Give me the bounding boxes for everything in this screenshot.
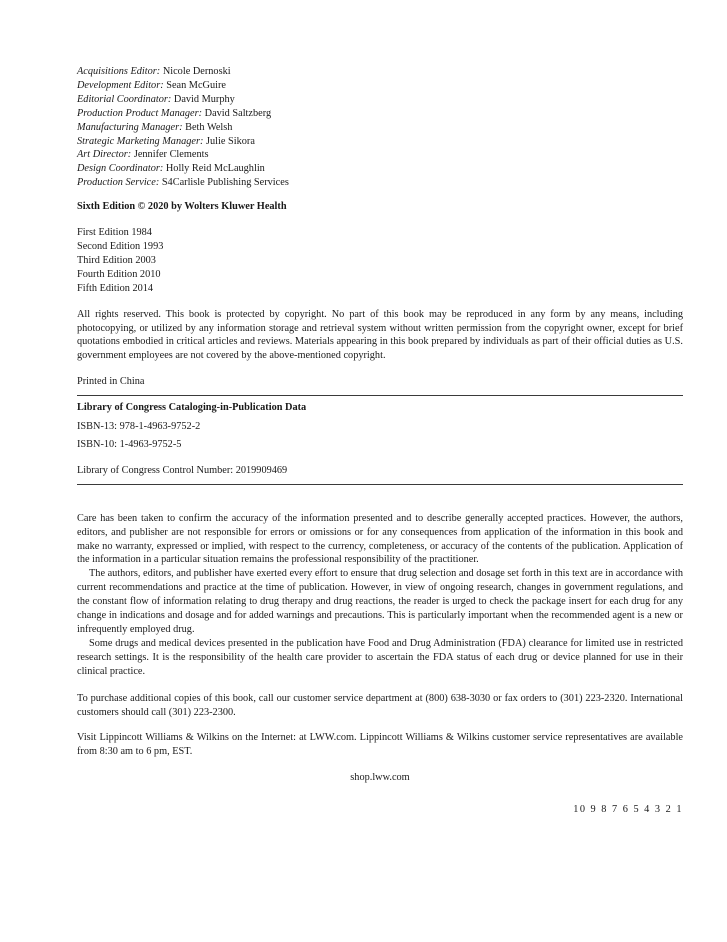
credit-role: Manufacturing Manager: [77,121,183,133]
copyright-page [77,65,683,817]
credit-name: David Murphy [173,93,235,105]
isbn-13: ISBN-13: 978-1-4963-9752-2 [77,421,201,433]
credit-row [77,135,683,149]
credit-row [77,121,683,135]
credit-name: Julie Sikora [205,135,255,147]
credit-row [77,93,683,107]
credit-role: Acquisitions Editor: [77,66,161,77]
credit-name: Jennifer Clements [133,149,209,161]
visit-info: Visit Lippincott Williams & Wilkins on the Internet: at LWW.com. Lippincott Williams & Wilkins customer service representatives are available from 8:30 am to 6 pm, EST. [77,732,683,758]
credit-name: David Saltzberg [204,107,272,119]
cip-bottom-rule [77,484,683,485]
credit-row [77,176,683,190]
purchase-info: To purchase additional copies of this book, call our customer service department at (800) 638-3030 or fax orders to (301) 223-2320. International customers should call (301) 223-2300. [77,692,683,718]
cip-block [77,401,683,478]
isbn-10: ISBN-10: 1-4963-9752-5 [77,438,182,450]
rights-statement: All rights reserved. This book is protected by copyright. No part of this book may be reproduced in any form by any means, including photocopying, or utilized by any information storage and retrieval system without written permission from the copyright owner, except for brief quotations embodied in critical articles and reviews. Materials appearing in this book prepared by individuals as part of their official duties as U.S. government employees are not covered by the above-mentioned copyright. [77,308,683,362]
disclaimer-paragraph: The authors, editors, and publisher have exerted every effort to ensure that drug selection and dosage set forth in this text are in accordance with current recommendations and practice at the time of publication. However, in view of ongoing research, changes in government regulations, and the constant flow of information relating to drug therapy and drug reactions, the reader is urged to check the package insert for each drug for any change in indications and dosage and for added warnings and precautions. This is particularly important when the recommended agent is a new or infrequently employed drug. [77,568,683,635]
edition-copyright-line: Sixth Edition © 2020 by Wolters Kluwer Health [77,201,287,213]
previous-editions [77,226,683,296]
credit-name: Sean McGuire [166,79,226,91]
credit-row [77,65,683,79]
edition-item: Fifth Edition 2014 [77,282,154,294]
credit-role: Development Editor: [77,79,164,91]
edition-item: Second Edition 1993 [77,240,164,252]
disclaimer-notice [77,512,683,679]
disclaimer-paragraph: Care has been taken to confirm the accuracy of the information presented and to describe generally accepted practices. However, the authors, editors, and publisher are not responsible for errors or omissions or for any consequences from application of the information in this book and make no warranty, expressed or implied, with respect to the currency, completeness, or accuracy of the contents of the publication. Application of the information in a particular situation remains the professional responsibility of the practitioner. [77,512,683,566]
credit-role: Production Product Manager: [77,107,203,119]
edition-item: Third Edition 2003 [77,254,156,266]
cip-top-rule [77,395,683,396]
credit-name: Beth Welsh [185,121,233,133]
credit-name: S4Carlisle Publishing Services [161,177,289,189]
disclaimer-paragraph: Some drugs and medical devices presented in the publication have Food and Drug Administration (FDA) clearance for limited use in restricted research settings. It is the responsibility of the health care provider to ascertain the FDA status of each drug or device planned for use in their clinical practice. [77,637,683,677]
credit-role: Strategic Marketing Manager: [77,135,204,147]
credit-role: Production Service: [77,177,160,189]
shop-url: shop.lww.com [350,772,410,784]
edition-item: Fourth Edition 2010 [77,268,161,280]
credit-name: Holly Reid McLaughlin [165,163,265,175]
credit-name: Nicole Dernoski [162,66,231,77]
credit-role: Editorial Coordinator: [77,93,172,105]
credit-row [77,148,683,162]
printing-line: 10 9 8 7 6 5 4 3 2 1 [573,804,683,816]
credit-row [77,162,683,176]
credit-role: Design Coordinator: [77,163,164,175]
editorial-credits [77,65,683,190]
lccn: Library of Congress Control Number: 2019909469 [77,464,288,476]
credit-row [77,79,683,93]
printed-in: Printed in China [77,376,145,388]
credit-row [77,107,683,121]
cip-title: Library of Congress Cataloging-in-Publication Data [77,402,307,414]
credit-role: Art Director: [77,149,132,161]
edition-item: First Edition 1984 [77,227,152,239]
